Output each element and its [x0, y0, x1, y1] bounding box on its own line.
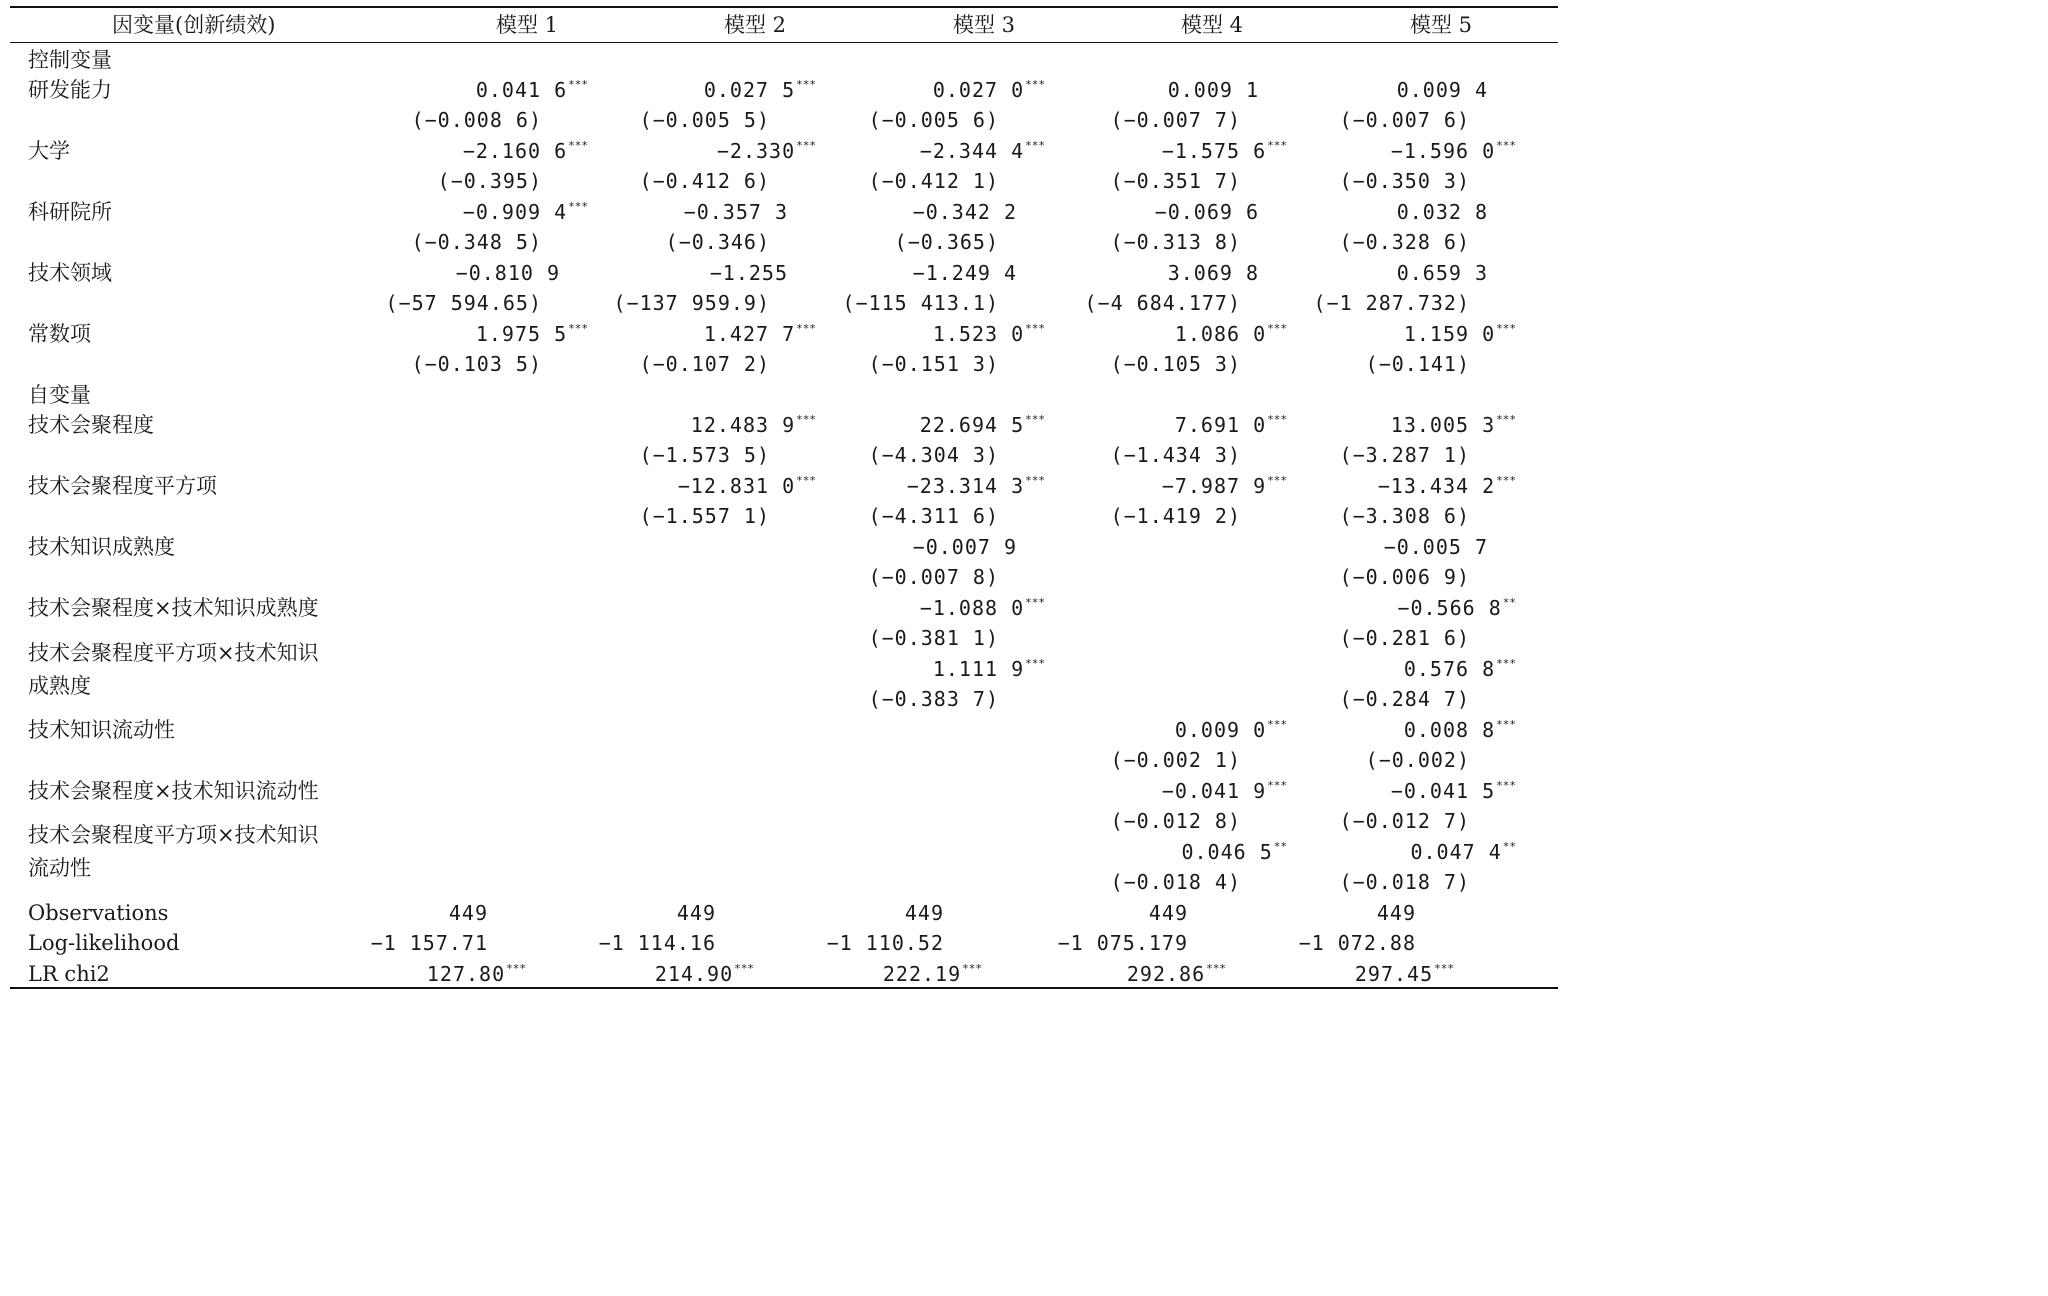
- two-line-label-maturity-l1: 技术会聚程度平方项×技术知识: [28, 641, 319, 665]
- table-row-cell: [1111, 350, 1241, 378]
- table-row-cell: [704, 320, 816, 352]
- significance-stars: ***: [796, 474, 816, 487]
- std-error-value: (−0.007 7): [1110, 108, 1241, 132]
- coefficient-value: 0.009 4: [1396, 78, 1488, 102]
- table-row-cell: [412, 350, 542, 378]
- row-label: 科研院所: [28, 200, 112, 224]
- coefficient-value: −23.314 3: [906, 474, 1025, 498]
- table-row-cell: [869, 441, 999, 469]
- std-error-value: (−0.412 6): [639, 169, 770, 193]
- significance-stars: ***: [506, 962, 526, 975]
- table-row-cell: [1340, 106, 1470, 134]
- stat-value: −1 114.16: [598, 931, 716, 955]
- significance-stars: ***: [1267, 413, 1287, 426]
- table-row-cell: [843, 289, 1000, 317]
- stat-value: 214.90: [654, 962, 734, 986]
- std-error-value: (−1.434 3): [1110, 443, 1241, 467]
- coefficient-value: 1.975 5: [475, 322, 568, 346]
- coefficient-value: −0.566 8: [1397, 596, 1502, 620]
- table-row-cell: [1111, 807, 1241, 835]
- coefficient-value: 22.694 5: [919, 413, 1025, 437]
- stat-value: 127.80: [426, 962, 506, 986]
- stat-label: LR chi2: [28, 962, 110, 986]
- coefficient-value: −0.005 7: [1383, 535, 1488, 559]
- table-row-cell: [1410, 838, 1516, 870]
- significance-stars: **: [1502, 596, 1516, 609]
- significance-stars: ***: [568, 139, 588, 152]
- std-error-value: (−0.005 5): [639, 108, 770, 132]
- table-row-cell: [717, 137, 816, 169]
- table-row-cell: [640, 167, 770, 195]
- std-error-value: (−4.304 3): [868, 443, 999, 467]
- std-error-value: (−0.107 2): [639, 352, 770, 376]
- stat-cell: [599, 929, 716, 957]
- coefficient-value: −2.330: [716, 139, 796, 163]
- table-row-cell: [1340, 167, 1470, 195]
- stat-value: 292.86: [1126, 962, 1206, 986]
- stat-value: 449: [448, 901, 488, 925]
- table-row-cell: [456, 259, 560, 287]
- header-rule: [10, 42, 1558, 43]
- row-label: 技术会聚程度: [28, 413, 154, 437]
- table-row-cell: [1162, 777, 1287, 809]
- table-row-cell: [1111, 106, 1241, 134]
- coefficient-value: 0.659 3: [1396, 261, 1488, 285]
- stat-cell: [883, 960, 982, 992]
- significance-stars: ***: [1267, 779, 1287, 792]
- significance-stars: ***: [1025, 657, 1045, 670]
- header-model-1: 模型 1: [496, 13, 559, 37]
- stat-value: −1 072.88: [1298, 931, 1416, 955]
- table-row-cell: [920, 137, 1045, 169]
- table-row-cell: [1397, 259, 1488, 287]
- std-error-value: (−0.018 7): [1339, 870, 1470, 894]
- coefficient-value: −0.041 5: [1390, 779, 1496, 803]
- row-label: 研发能力: [28, 78, 112, 102]
- table-row-cell: [666, 228, 770, 256]
- table-row-cell: [933, 320, 1045, 352]
- table-row-cell: [1111, 502, 1241, 530]
- table-row-cell: [412, 228, 542, 256]
- coefficient-value: −1.575 6: [1161, 139, 1267, 163]
- stat-cell: [449, 899, 488, 927]
- coefficient-value: −0.342 2: [912, 200, 1017, 224]
- std-error-value: (−0.313 8): [1110, 230, 1241, 254]
- table-row-cell: [1397, 594, 1516, 626]
- coefficient-value: 0.009 0: [1174, 718, 1267, 742]
- std-error-value: (−115 413.1): [842, 291, 999, 315]
- table-row-cell: [1111, 441, 1241, 469]
- coefficient-value: 0.047 4: [1410, 840, 1502, 864]
- coefficient-value: −13.434 2: [1377, 474, 1496, 498]
- significance-stars: ***: [1025, 474, 1045, 487]
- coefficient-value: −1.596 0: [1390, 139, 1496, 163]
- table-row-cell: [913, 198, 1017, 226]
- coefficient-value: 0.046 5: [1181, 840, 1273, 864]
- coefficient-value: 12.483 9: [690, 413, 796, 437]
- significance-stars: ***: [1267, 718, 1287, 731]
- section-label: 控制变量: [28, 48, 112, 72]
- coefficient-value: −0.357 3: [683, 200, 788, 224]
- table-row-cell: [1391, 411, 1516, 443]
- table-row-cell: [640, 502, 770, 530]
- significance-stars: ***: [1267, 322, 1287, 335]
- table-row-cell: [614, 289, 771, 317]
- header-model-3: 模型 3: [953, 13, 1016, 37]
- coefficient-value: −1.088 0: [919, 596, 1025, 620]
- stat-label: Observations: [28, 901, 169, 925]
- std-error-value: (−4 684.177): [1084, 291, 1241, 315]
- significance-stars: ***: [1025, 78, 1045, 91]
- table-row-cell: [1340, 624, 1470, 652]
- std-error-value: (−0.018 4): [1110, 870, 1241, 894]
- coefficient-value: −1.255: [709, 261, 788, 285]
- std-error-value: (−0.281 6): [1339, 626, 1470, 650]
- std-error-value: (−0.381 1): [868, 626, 999, 650]
- std-error-value: (−0.007 8): [868, 565, 999, 589]
- stat-value: −1 157.71: [370, 931, 488, 955]
- std-error-value: (−0.284 7): [1339, 687, 1470, 711]
- table-row-cell: [1175, 716, 1287, 748]
- stat-cell: [827, 929, 944, 957]
- stat-value: 297.45: [1354, 962, 1434, 986]
- table-row-cell: [895, 228, 999, 256]
- coefficient-value: −1.249 4: [912, 261, 1017, 285]
- coefficient-value: −0.007 9: [912, 535, 1017, 559]
- table-row-cell: [1404, 320, 1516, 352]
- table-row-cell: [1384, 533, 1488, 561]
- table-row-cell: [1314, 289, 1471, 317]
- significance-stars: ***: [1206, 962, 1226, 975]
- std-error-value: (−0.005 6): [868, 108, 999, 132]
- table-row-cell: [1340, 807, 1470, 835]
- table-row-cell: [1155, 198, 1259, 226]
- table-row-cell: [1111, 868, 1241, 896]
- table-row-cell: [684, 198, 788, 226]
- table-row-cell: [1168, 76, 1259, 104]
- header-dep-var: 因变量(创新绩效): [112, 13, 276, 37]
- significance-stars: ***: [962, 962, 982, 975]
- std-error-value: (−0.328 6): [1339, 230, 1470, 254]
- table-row-cell: [386, 289, 543, 317]
- table-row-cell: [869, 685, 999, 713]
- significance-stars: ***: [1496, 322, 1516, 335]
- significance-stars: ***: [1496, 718, 1516, 731]
- stat-cell: [1149, 899, 1188, 927]
- table-row-cell: [710, 259, 788, 287]
- table-row-cell: [1340, 441, 1470, 469]
- significance-stars: ***: [568, 78, 588, 91]
- table-row-cell: [869, 350, 999, 378]
- std-error-value: (−0.383 7): [868, 687, 999, 711]
- std-error-value: (−0.350 3): [1339, 169, 1470, 193]
- std-error-value: (−1 287.732): [1313, 291, 1470, 315]
- table-row-cell: [920, 594, 1045, 626]
- table-row-cell: [913, 533, 1017, 561]
- stat-cell: [427, 960, 526, 992]
- section-label: 自变量: [28, 383, 91, 407]
- stat-value: 222.19: [882, 962, 962, 986]
- significance-stars: ***: [796, 322, 816, 335]
- std-error-value: (−1.573 5): [639, 443, 770, 467]
- significance-stars: ***: [568, 322, 588, 335]
- table-row-cell: [869, 502, 999, 530]
- table-row-cell: [704, 76, 816, 108]
- std-error-value: (−4.311 6): [868, 504, 999, 528]
- coefficient-value: 1.111 9: [932, 657, 1025, 681]
- header-model-2: 模型 2: [724, 13, 787, 37]
- coefficient-value: 7.691 0: [1174, 413, 1267, 437]
- table-row-cell: [640, 350, 770, 378]
- table-row-cell: [1404, 716, 1516, 748]
- std-error-value: (−0.151 3): [868, 352, 999, 376]
- significance-stars: ***: [1025, 322, 1045, 335]
- row-label: 技术知识流动性: [28, 718, 175, 742]
- significance-stars: ***: [796, 413, 816, 426]
- significance-stars: ***: [1025, 139, 1045, 152]
- table-row-cell: [1340, 563, 1470, 591]
- table-row-cell: [1340, 228, 1470, 256]
- table-row-cell: [463, 137, 588, 169]
- table-row-cell: [640, 441, 770, 469]
- significance-stars: ***: [1496, 139, 1516, 152]
- table-row-cell: [1168, 259, 1259, 287]
- significance-stars: ***: [568, 200, 588, 213]
- significance-stars: ***: [796, 78, 816, 91]
- significance-stars: ***: [1434, 962, 1454, 975]
- stat-cell: [655, 960, 754, 992]
- std-error-value: (−0.006 9): [1339, 565, 1470, 589]
- coefficient-value: 0.041 6: [475, 78, 568, 102]
- table-row-cell: [933, 76, 1045, 108]
- coefficient-value: −0.909 4: [462, 200, 568, 224]
- coefficient-value: −12.831 0: [677, 474, 796, 498]
- table-row-cell: [1340, 502, 1470, 530]
- significance-stars: ***: [1496, 474, 1516, 487]
- significance-stars: ***: [796, 139, 816, 152]
- stat-value: 449: [904, 901, 944, 925]
- std-error-value: (−0.351 7): [1110, 169, 1241, 193]
- significance-stars: ***: [1025, 596, 1045, 609]
- std-error-value: (−0.105 3): [1110, 352, 1241, 376]
- stat-cell: [1355, 960, 1454, 992]
- table-row-cell: [869, 563, 999, 591]
- row-label: 技术领域: [28, 261, 112, 285]
- std-error-value: (−0.395): [437, 169, 542, 193]
- table-row-cell: [412, 106, 542, 134]
- stat-cell: [1127, 960, 1226, 992]
- coefficient-value: −0.069 6: [1154, 200, 1259, 224]
- std-error-value: (−1.557 1): [639, 504, 770, 528]
- std-error-value: (−0.012 7): [1339, 809, 1470, 833]
- row-label: 大学: [28, 139, 70, 163]
- significance-stars: **: [1273, 840, 1287, 853]
- std-error-value: (−0.103 5): [411, 352, 542, 376]
- table-row-cell: [1162, 137, 1287, 169]
- std-error-value: (−0.365): [894, 230, 999, 254]
- stat-cell: [677, 899, 716, 927]
- table-row-cell: [1340, 685, 1470, 713]
- stat-label: Log-likelihood: [28, 931, 180, 955]
- table-row-cell: [1175, 320, 1287, 352]
- table-row-cell: [438, 167, 542, 195]
- coefficient-value: −7.987 9: [1161, 474, 1267, 498]
- std-error-value: (−0.348 5): [411, 230, 542, 254]
- table-row-cell: [1391, 137, 1516, 169]
- table-row-cell: [678, 472, 816, 504]
- row-label: 常数项: [28, 322, 91, 346]
- coefficient-value: 0.032 8: [1396, 200, 1488, 224]
- table-row-cell: [1111, 167, 1241, 195]
- coefficient-value: 0.027 0: [932, 78, 1025, 102]
- coefficient-value: −2.344 4: [919, 139, 1025, 163]
- std-error-value: (−0.007 6): [1339, 108, 1470, 132]
- two-line-label-maturity-l2: 成熟度: [28, 674, 91, 698]
- std-error-value: (−0.012 8): [1110, 809, 1241, 833]
- coefficient-value: −2.160 6: [462, 139, 568, 163]
- table-row-cell: [869, 624, 999, 652]
- coefficient-value: −0.810 9: [455, 261, 560, 285]
- significance-stars: ***: [1267, 139, 1287, 152]
- std-error-value: (−0.141): [1365, 352, 1470, 376]
- table-row-cell: [1111, 228, 1241, 256]
- std-error-value: (−0.008 6): [411, 108, 542, 132]
- significance-stars: ***: [1267, 474, 1287, 487]
- coefficient-value: 0.576 8: [1403, 657, 1496, 681]
- table-row-cell: [1111, 746, 1241, 774]
- table-row-cell: [920, 411, 1045, 443]
- coefficient-value: −0.041 9: [1161, 779, 1267, 803]
- row-label: 技术知识成熟度: [28, 535, 175, 559]
- coefficient-value: 0.027 5: [703, 78, 796, 102]
- table-row-cell: [869, 167, 999, 195]
- table-row-cell: [691, 411, 816, 443]
- coefficient-value: 0.009 1: [1167, 78, 1259, 102]
- stat-cell: [1377, 899, 1416, 927]
- row-label: 技术会聚程度×技术知识成熟度: [28, 596, 319, 620]
- significance-stars: ***: [1025, 413, 1045, 426]
- stat-value: −1 110.52: [826, 931, 944, 955]
- row-label: 技术会聚程度×技术知识流动性: [28, 779, 319, 803]
- std-error-value: (−0.346): [665, 230, 770, 254]
- stat-cell: [1058, 929, 1188, 957]
- bottom-rule: [10, 987, 1558, 989]
- std-error-value: (−137 959.9): [613, 291, 770, 315]
- header-model-5: 模型 5: [1410, 13, 1473, 37]
- coefficient-value: 1.159 0: [1403, 322, 1496, 346]
- table-row-cell: [1397, 198, 1488, 226]
- std-error-value: (−0.002 1): [1110, 748, 1241, 772]
- table-row-cell: [1366, 350, 1470, 378]
- coefficient-value: 13.005 3: [1390, 413, 1496, 437]
- two-line-label-mobility-l1: 技术会聚程度平方项×技术知识: [28, 823, 319, 847]
- table-row-cell: [463, 198, 588, 230]
- coefficient-value: 0.008 8: [1403, 718, 1496, 742]
- table-row-cell: [476, 76, 588, 108]
- two-line-label-mobility-l2: 流动性: [28, 856, 91, 880]
- table-row-cell: [1391, 777, 1516, 809]
- row-label: 技术会聚程度平方项: [28, 474, 217, 498]
- std-error-value: (−3.287 1): [1339, 443, 1470, 467]
- table-row-cell: [907, 472, 1045, 504]
- coefficient-value: 3.069 8: [1167, 261, 1259, 285]
- std-error-value: (−1.419 2): [1110, 504, 1241, 528]
- significance-stars: ***: [734, 962, 754, 975]
- coefficient-value: 1.086 0: [1174, 322, 1267, 346]
- significance-stars: ***: [1496, 779, 1516, 792]
- stat-value: −1 075.179: [1057, 931, 1188, 955]
- std-error-value: (−3.308 6): [1339, 504, 1470, 528]
- coefficient-value: 1.523 0: [932, 322, 1025, 346]
- std-error-value: (−57 594.65): [385, 291, 542, 315]
- table-row-cell: [1378, 472, 1516, 504]
- stat-value: 449: [676, 901, 716, 925]
- table-row-cell: [1397, 76, 1488, 104]
- significance-stars: **: [1502, 840, 1516, 853]
- table-row-cell: [476, 320, 588, 352]
- significance-stars: ***: [1496, 413, 1516, 426]
- table-row-cell: [1085, 289, 1242, 317]
- top-rule: [10, 6, 1558, 8]
- table-row-cell: [869, 106, 999, 134]
- table-row-cell: [1181, 838, 1287, 870]
- stat-cell: [371, 929, 488, 957]
- stat-value: 449: [1376, 901, 1416, 925]
- table-row-cell: [913, 259, 1017, 287]
- table-row-cell: [1366, 746, 1470, 774]
- header-model-4: 模型 4: [1181, 13, 1244, 37]
- table-row-cell: [1175, 411, 1287, 443]
- stat-cell: [905, 899, 944, 927]
- table-row-cell: [1340, 868, 1470, 896]
- significance-stars: ***: [1496, 657, 1516, 670]
- table-row-cell: [1162, 472, 1287, 504]
- std-error-value: (−0.002): [1365, 748, 1470, 772]
- stat-value: 449: [1148, 901, 1188, 925]
- table-row-cell: [1404, 655, 1516, 687]
- stat-cell: [1299, 929, 1416, 957]
- coefficient-value: 1.427 7: [703, 322, 796, 346]
- table-row-cell: [640, 106, 770, 134]
- std-error-value: (−0.412 1): [868, 169, 999, 193]
- table-row-cell: [933, 655, 1045, 687]
